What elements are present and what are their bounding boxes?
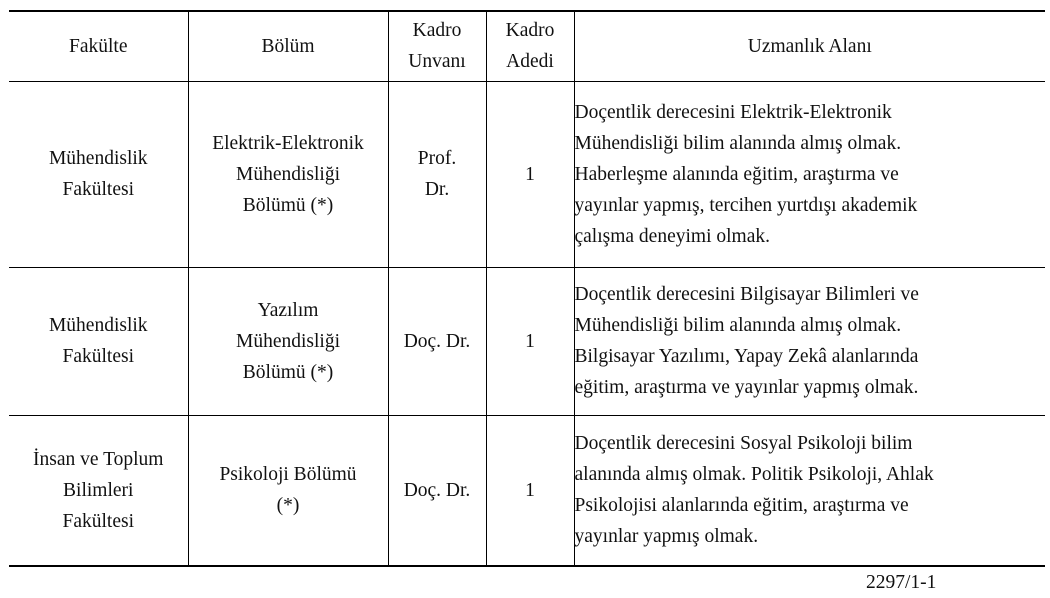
faculty-line: Bilimleri (63, 479, 134, 501)
faculty-line: Mühendislik (48, 148, 148, 169)
department-line: Psikoloji Bölümü (219, 464, 357, 486)
specialization-line: Doçentlik derecesini Sosyal Psikoloji bilim (574, 433, 913, 455)
faculty-cell (9, 415, 188, 566)
specialization-line: eğitim, araştırma ve yayınlar yapmış olmak. (574, 377, 919, 398)
header-department: Bölüm (188, 11, 388, 81)
specialization-line: yayınlar yapmış olmak. (574, 526, 759, 548)
specialization-line: Doçentlik derecesini Bilgisayar Bilimleri ve (574, 284, 919, 305)
header-position-title (388, 11, 486, 81)
specialization-line: yayınlar yapmış, tercihen yurtdışı akademik (574, 194, 918, 216)
department-line: Mühendisliği (235, 163, 340, 185)
faculty-line: İnsan ve Toplum (33, 448, 164, 470)
document-reference-number: 2297/1-1 (866, 572, 937, 593)
department-line: Bölümü (*) (242, 194, 334, 216)
position-count-cell: 1 (486, 267, 574, 415)
department-line: Elektrik-Elektronik (212, 132, 364, 154)
faculty-line: Fakültesi (62, 346, 134, 367)
specialization-line: Doçentlik derecesini Elektrik-Elektronik (574, 101, 892, 123)
position-count-cell: 1 (486, 415, 574, 566)
header-specialization: Uzmanlık Alanı (574, 11, 1045, 81)
department-line: Yazılım (257, 299, 319, 321)
position-title-line: Dr. (424, 179, 450, 200)
specialization-line: Haberleşme alanında eğitim, araştırma ve (574, 163, 899, 185)
specialization-line: Mühendisliği bilim alanında almış olmak. (574, 132, 902, 154)
header-position-title-line: Kadro (412, 20, 462, 42)
position-title-cell (388, 415, 486, 566)
position-title-line: Doç. Dr. (403, 479, 471, 501)
header-position-count-line: Kadro (505, 20, 555, 42)
department-cell (188, 267, 388, 415)
department-line: (*) (276, 495, 300, 517)
specialization-cell (574, 81, 1045, 267)
table-row (9, 267, 1045, 415)
faculty-cell (9, 267, 188, 415)
header-position-count (486, 11, 574, 81)
specialization-cell (574, 415, 1045, 566)
position-title-cell (388, 81, 486, 267)
table-row (9, 81, 1045, 267)
department-line: Mühendisliği (235, 330, 340, 352)
position-title-line: Prof. (417, 148, 457, 169)
header-position-count-line: Adedi (506, 51, 554, 73)
position-count-cell: 1 (486, 81, 574, 267)
table-header-row (9, 11, 1045, 81)
specialization-line: Bilgisayar Yazılımı, Yapay Zekâ alanlarında (574, 346, 919, 367)
specialization-line: çalışma deneyimi olmak. (574, 225, 770, 247)
staff-position-table (9, 10, 1045, 567)
position-title-line: Doç. Dr. (403, 330, 471, 352)
position-title-cell (388, 267, 486, 415)
department-cell (188, 81, 388, 267)
specialization-line: Mühendisliği bilim alanında almış olmak. (574, 315, 902, 336)
table-row (9, 415, 1045, 566)
faculty-line: Fakültesi (62, 179, 134, 200)
header-faculty: Fakülte (9, 11, 188, 81)
faculty-cell (9, 81, 188, 267)
faculty-line: Mühendislik (48, 315, 148, 336)
department-cell (188, 415, 388, 566)
faculty-line: Fakültesi (62, 510, 134, 532)
specialization-line: alanında almış olmak. Politik Psikoloji, Ahlak (574, 464, 934, 486)
specialization-line: Psikolojisi alanlarında eğitim, araştırma ve (574, 495, 909, 517)
header-position-title-line: Unvanı (408, 51, 466, 73)
department-line: Bölümü (*) (242, 361, 334, 383)
specialization-cell (574, 267, 1045, 415)
